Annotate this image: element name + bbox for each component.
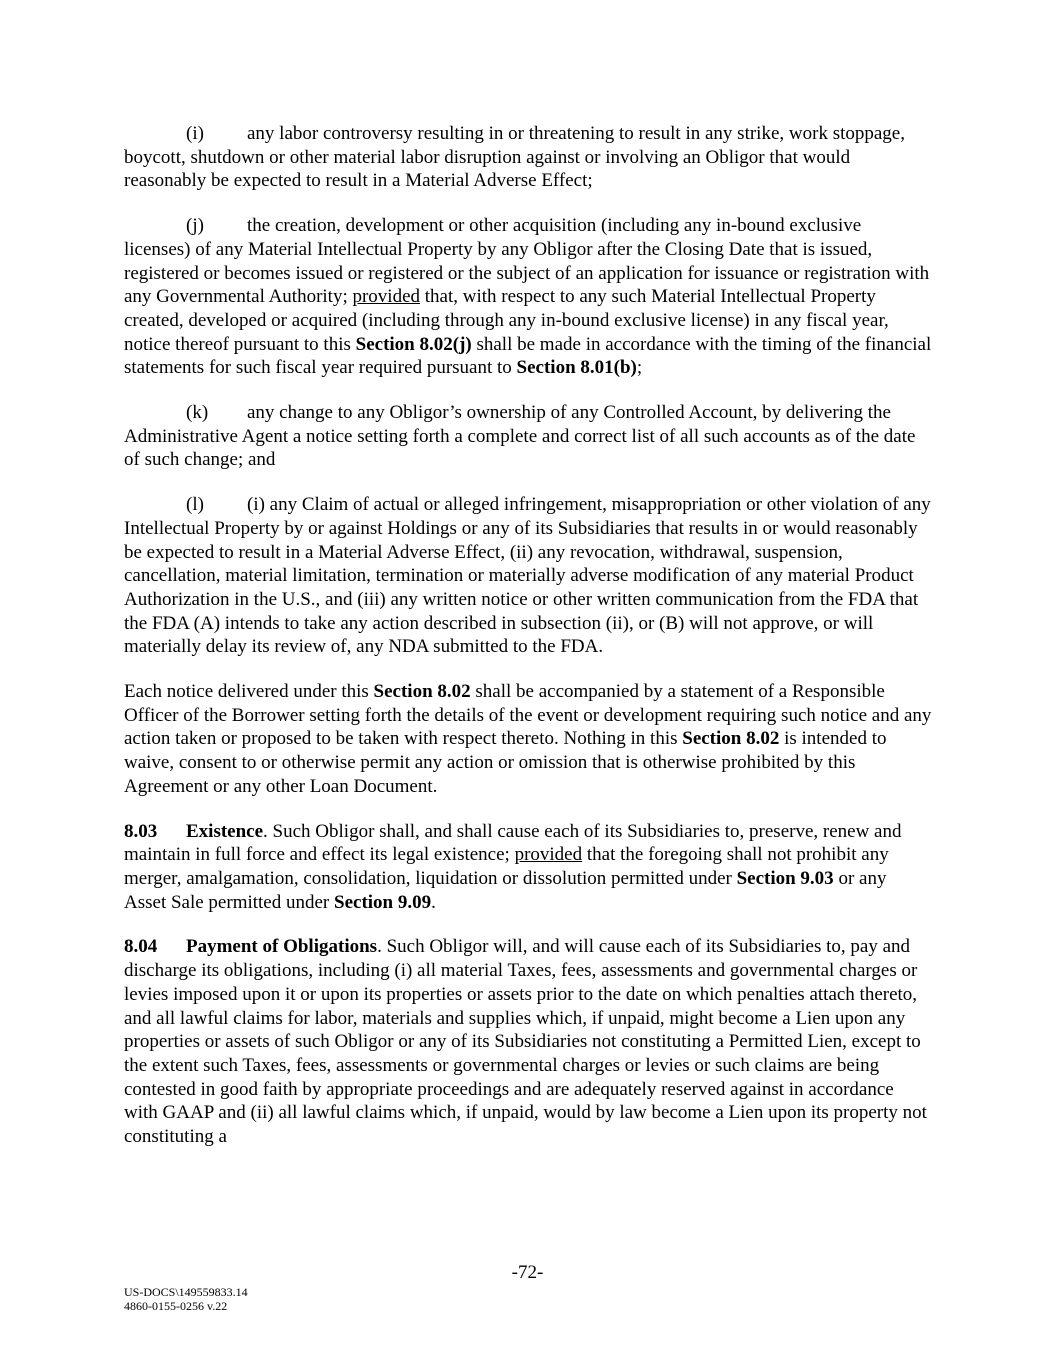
section-title: Existence bbox=[186, 820, 264, 842]
section-text: . Such Obligor will, and will cause each of its Subsidiaries to, pay and discharge its obligations, including (i) all material Taxes, fees, assessments and governmental charges or levies imposed upon it or upon its properties or assets prior to the date on which penalties attach thereto, and all lawful claims for labor, materials and supplies which, if unpaid, might become a Lien upon any properties or assets of such Obligor or any of its Subsidiaries not constituting a Permitted Lien, except to the extent such Taxes, fees, assessments or governmental charges or levies or such claims are being contested in good faith by appropriate proceedings and are adequately reserved against in accordance with GAAP and (ii) all lawful claims which, if unpaid, would by law become a Lien upon its property not constituting a bbox=[124, 936, 927, 1148]
page-number: -72- bbox=[511, 1262, 544, 1283]
section-text: . Such Obligor shall, and shall cause each of its Subsidiaries to, preserve, renew and maintain in full force and effect its legal existence; bbox=[124, 820, 902, 866]
section-reference: Section 8.02 bbox=[373, 681, 471, 703]
section-number: 8.03 bbox=[124, 820, 158, 842]
section-8-03 bbox=[124, 820, 932, 915]
section-reference: Section 9.03 bbox=[736, 867, 834, 889]
document-body bbox=[124, 122, 932, 1170]
clause-text: (i) any Claim of actual or alleged infringement, misappropriation or other violation of any Intellectual Property by or against Holdings or any of its Subsidiaries that results in or would reasonably be expected to result in a Material Adverse Effect, (ii) any revocation, withdrawal, suspension, cancellation, material limitation, termination or materially adverse modification of any material Product Authorization in the U.S., and (iii) any written notice or other written communication from the FDA that the FDA (A) intends to take any action described in subsection (ii), or (B) will not approve, or will materially delay its review of, any NDA submitted to the FDA. bbox=[124, 494, 931, 658]
section-title: Payment of Obligations bbox=[186, 936, 378, 958]
clause-i bbox=[124, 122, 932, 193]
clause-l bbox=[124, 493, 932, 659]
clause-text: any change to any Obligor’s ownership of any Controlled Account, by delivering the Administrative Agent a notice setting forth a complete and correct list of all such accounts as of the date of such change; and bbox=[124, 402, 916, 471]
section-text: . bbox=[431, 891, 436, 913]
section-reference: Section 8.02 bbox=[682, 728, 780, 750]
clause-text: the creation, development or other acquisition (including any in-bound exclusive licenses) of any Material Intellectual Property by any Obligor after the Closing Date that is issued, registered or becomes issued or registered or the subject of an application for issuance or registration with any Governmental Authority; bbox=[124, 215, 930, 308]
clause-j bbox=[124, 214, 932, 380]
document-version: 4860-0155-0256 v.22 bbox=[124, 1299, 228, 1313]
clause-text: that, with respect to any such Material Intellectual Property created, developed or acquired (including through any in-bound exclusive license) in any fiscal year, notice thereof pursuant to this bbox=[124, 286, 889, 355]
clause-label: (i) bbox=[186, 123, 204, 144]
clause-k bbox=[124, 401, 932, 472]
paragraph-text: shall be accompanied by a statement of a Responsible Officer of the Borrower setting forth the details of the event or development requiring such notice and any action taken or proposed to be taken with respect thereto. Nothing in this bbox=[124, 681, 932, 750]
notice-paragraph bbox=[124, 680, 932, 799]
section-8-04 bbox=[124, 935, 932, 1148]
provided-term: provided bbox=[352, 286, 421, 308]
section-number: 8.04 bbox=[124, 936, 158, 958]
section-text: that the foregoing shall not prohibit any merger, amalgamation, consolidation, liquidation or dissolution permitted under bbox=[124, 844, 889, 889]
document-footer bbox=[124, 1285, 248, 1313]
clause-text: ; bbox=[636, 357, 643, 379]
section-text: or any Asset Sale permitted under bbox=[124, 867, 887, 913]
section-reference: Section 9.09 bbox=[334, 891, 432, 913]
paragraph-text: is intended to waive, consent to or otherwise permit any action or omission that is otherwise prohibited by this Agreement or any other Loan Document. bbox=[124, 728, 887, 797]
clause-label: (j) bbox=[186, 215, 204, 237]
document-id: US-DOCS\149559833.14 bbox=[124, 1285, 248, 1299]
provided-term: provided bbox=[514, 844, 583, 866]
clause-label: (l) bbox=[186, 494, 204, 516]
section-reference: Section 8.01(b) bbox=[516, 357, 637, 379]
clause-text: shall be made in accordance with the timing of the financial statements for such fiscal year required pursuant to bbox=[124, 333, 932, 379]
section-reference: Section 8.02(j) bbox=[355, 333, 472, 355]
clause-text: any labor controversy resulting in or threatening to result in any strike, work stoppage, boycott, shutdown or other material labor disruption against or involving an Obligor that would reasonably be expected to result in a Material Adverse Effect; bbox=[124, 123, 905, 192]
clause-label: (k) bbox=[186, 402, 209, 424]
paragraph-text: Each notice delivered under this bbox=[124, 681, 374, 703]
